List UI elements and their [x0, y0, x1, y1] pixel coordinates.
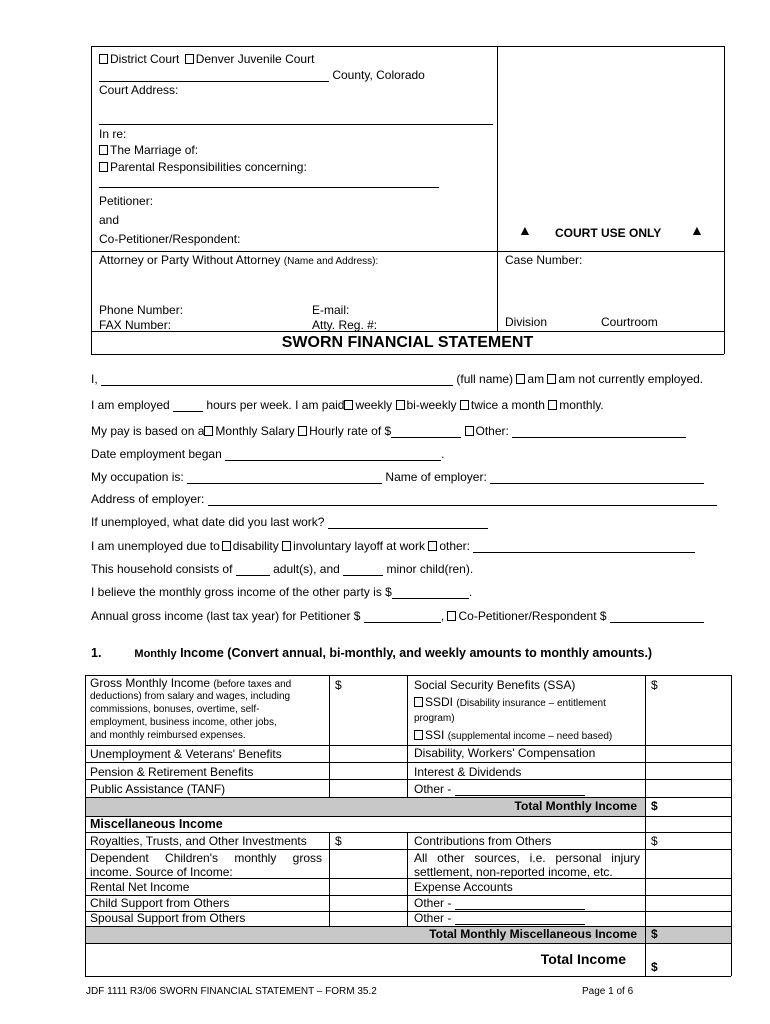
- biweekly-checkbox[interactable]: [396, 400, 405, 410]
- annual-petitioner-label: Annual gross income (last tax year) for Petitioner $: [91, 609, 361, 623]
- division-label: Division: [505, 315, 548, 329]
- am-label: am: [527, 372, 545, 386]
- ssdi-checkbox[interactable]: [414, 697, 423, 707]
- pay-based-label: My pay is based on a: [91, 424, 205, 438]
- gross-title: Gross Monthly Income: [90, 676, 211, 690]
- all-other-line-2: settlement, non-reported income, etc.: [414, 865, 613, 879]
- annual-co-petitioner-label: Co-Petitioner/Respondent $: [458, 609, 607, 623]
- unemployed-due-label: I am unemployed due to: [91, 539, 220, 553]
- other-reason-label: other:: [439, 539, 470, 553]
- form-title: SWORN FINANCIAL STATEMENT: [281, 334, 534, 351]
- annual-co-petitioner-field[interactable]: [610, 611, 704, 623]
- hourly-rate-label: Hourly rate of $: [309, 424, 392, 438]
- ssa-label: Social Security Benefits (SSA): [414, 678, 576, 692]
- court-use-only: COURT USE ONLY: [555, 226, 662, 240]
- gross-other-field[interactable]: [392, 587, 469, 599]
- co-petitioner-label: Co-Petitioner/Respondent:: [99, 232, 241, 246]
- occupation-field[interactable]: [187, 472, 382, 484]
- employer-name-label: Name of employer:: [385, 470, 487, 484]
- misc-other-field-2[interactable]: [455, 913, 585, 925]
- other-pay-checkbox[interactable]: [465, 426, 474, 436]
- employer-address-label: Address of employer:: [91, 492, 205, 506]
- layoff-checkbox[interactable]: [282, 541, 291, 551]
- other-pay-label: Other:: [475, 424, 509, 438]
- hours-field[interactable]: [173, 400, 203, 412]
- misc-right-other-2: Other -: [414, 911, 452, 925]
- other-pay-field[interactable]: [512, 426, 686, 438]
- county-field[interactable]: [99, 70, 329, 82]
- section-heading-text: Income (Convert annual, bi-monthly, and weekly amounts to monthly amounts.): [180, 646, 653, 660]
- ssdi-label: SSDI: [425, 695, 454, 709]
- disability-label: disability: [232, 539, 279, 553]
- hourly-rate-checkbox[interactable]: [298, 426, 307, 436]
- royalties-dollar: $: [335, 834, 342, 848]
- am-not-label: am not currently employed.: [558, 372, 704, 386]
- dependent-source-field[interactable]: [236, 867, 308, 879]
- court-address-label: Court Address:: [99, 83, 179, 97]
- misc-heading: Miscellaneous Income: [90, 817, 223, 831]
- gross-dollar: $: [335, 678, 342, 692]
- twice-month-checkbox[interactable]: [460, 400, 469, 410]
- gross-line-1: deductions) from salary and wages, including: [90, 691, 291, 702]
- annual-petitioner-field[interactable]: [364, 611, 441, 623]
- gross-paren: (before taxes and: [213, 679, 292, 690]
- royalties-label: Royalties, Trusts, and Other Investments: [90, 834, 307, 848]
- contributions-dollar: $: [651, 834, 658, 848]
- am-checkbox[interactable]: [516, 374, 525, 384]
- ssdi-note-2: program): [414, 713, 455, 724]
- right-row-disability: Disability, Workers' Compensation: [414, 746, 596, 760]
- left-row-tanf: Public Assistance (TANF): [90, 782, 226, 796]
- misc-other-field-1[interactable]: [455, 898, 585, 910]
- misc-left-rental: Rental Net Income: [90, 880, 190, 894]
- right-row-interest: Interest & Dividends: [414, 765, 522, 779]
- unemployed-date-field[interactable]: [328, 517, 488, 529]
- marriage-label: The Marriage of:: [110, 143, 199, 157]
- gross-line-3: employment, business income, other jobs,: [90, 717, 277, 728]
- atty-reg-label: Atty. Reg. #:: [312, 318, 378, 332]
- ssi-checkbox[interactable]: [414, 730, 423, 740]
- disability-checkbox[interactable]: [222, 541, 231, 551]
- ssa-dollar: $: [651, 678, 658, 692]
- employer-name-field[interactable]: [490, 472, 704, 484]
- misc-left-spousal-support: Spousal Support from Others: [90, 911, 246, 925]
- weekly-checkbox[interactable]: [344, 400, 353, 410]
- court-options: [99, 52, 314, 66]
- case-number-label: Case Number:: [505, 253, 583, 267]
- co-petitioner-checkbox[interactable]: [447, 611, 456, 621]
- monthly-salary-label: Monthly Salary: [215, 424, 295, 438]
- attorney-sub: (Name and Address):: [283, 256, 379, 267]
- employed-label-2: hours per week. I am paid: [206, 398, 345, 412]
- and-label: and: [99, 213, 120, 227]
- total-misc-label: Total Monthly Miscellaneous Income: [429, 927, 637, 941]
- dependent-line-2: income. Source of Income:: [90, 865, 233, 879]
- monthly-salary-checkbox[interactable]: [204, 426, 213, 436]
- date-employment-field[interactable]: [225, 449, 441, 461]
- total-monthly-dollar: $: [651, 799, 658, 813]
- gross-line-2: commissions, bonuses, overtime, self-: [90, 704, 260, 715]
- monthly-checkbox[interactable]: [548, 400, 557, 410]
- employer-address-field[interactable]: [208, 494, 717, 506]
- adults-field[interactable]: [236, 564, 270, 576]
- monthly-label: monthly.: [559, 398, 604, 412]
- footer-page-number: Page 1 of 6: [582, 986, 634, 997]
- total-monthly-income-label: Total Monthly Income: [514, 799, 637, 813]
- parties-field[interactable]: [99, 187, 439, 188]
- phone-label: Phone Number:: [99, 303, 184, 317]
- children-field[interactable]: [343, 564, 383, 576]
- biweekly-label: bi-weekly: [406, 398, 457, 412]
- district-court-checkbox[interactable]: [99, 54, 108, 64]
- email-label: E-mail:: [312, 303, 350, 317]
- district-court-label: District Court: [110, 52, 180, 66]
- attorney-label: Attorney or Party Without Attorney: [99, 253, 281, 267]
- other-income-field[interactable]: [455, 784, 585, 796]
- misc-right-expense: Expense Accounts: [414, 880, 513, 894]
- employed-label: I am employed: [91, 398, 170, 412]
- occupation-label: My occupation is:: [91, 470, 184, 484]
- misc-left-child-support: Child Support from Others: [90, 896, 230, 910]
- contributions-label: Contributions from Others: [414, 834, 552, 848]
- hourly-rate-field[interactable]: [391, 426, 461, 438]
- juvenile-court-label: Denver Juvenile Court: [195, 52, 315, 66]
- fax-label: FAX Number:: [99, 318, 172, 332]
- full-name-field[interactable]: [101, 374, 453, 386]
- total-income-label: Total Income: [540, 951, 626, 967]
- ssi-note: (supplemental income – need based): [447, 731, 613, 742]
- other-reason-checkbox[interactable]: [428, 541, 437, 551]
- up-triangle-icon: ▲: [690, 222, 704, 238]
- total-misc-dollar: $: [651, 927, 658, 941]
- parental-label: Parental Responsibilities concerning:: [110, 160, 307, 174]
- full-name-label: (full name): [456, 372, 514, 386]
- layoff-label: involuntary layoff at work: [293, 539, 425, 553]
- county-label: County, Colorado: [332, 68, 425, 82]
- total-income-dollar: $: [651, 960, 658, 974]
- section-number: 1.: [91, 646, 102, 660]
- ssi-label: SSI: [425, 728, 445, 742]
- left-row-unemployment: Unemployment & Veterans' Benefits: [90, 747, 282, 761]
- dependent-line-1: Dependent Children's monthly gross: [90, 851, 322, 865]
- court-address-field[interactable]: [99, 124, 493, 125]
- i-prefix: I,: [91, 372, 98, 386]
- am-not-checkbox[interactable]: [547, 374, 556, 384]
- household-label-2: adult(s), and: [273, 562, 340, 576]
- parental-checkbox[interactable]: [99, 162, 108, 172]
- footer-form-id: JDF 1111 R3/06 SWORN FINANCIAL STATEMENT – FORM 35.2: [86, 986, 377, 997]
- gross-other-label: I believe the monthly gross income of the other party is $: [91, 585, 392, 599]
- in-re-label: In re:: [99, 127, 127, 141]
- right-row-other: Other -: [414, 782, 452, 796]
- section-monthly: Monthly: [134, 648, 177, 660]
- juvenile-court-checkbox[interactable]: [185, 54, 194, 64]
- all-other-line-1: All other sources, i.e. personal injury: [414, 851, 640, 865]
- household-label-3: minor child(ren).: [386, 562, 474, 576]
- weekly-label: weekly: [355, 398, 393, 412]
- unemployed-date-label: If unemployed, what date did you last work?: [91, 515, 325, 529]
- gross-line-4: and monthly reimbursed expenses.: [90, 730, 246, 741]
- section-1-heading: [91, 646, 652, 660]
- courtroom-label: Courtroom: [601, 315, 658, 329]
- household-label: This household consists of: [91, 562, 233, 576]
- petitioner-label: Petitioner:: [99, 194, 154, 208]
- marriage-checkbox[interactable]: [99, 145, 108, 155]
- up-triangle-icon: ▲: [518, 222, 532, 238]
- other-reason-field[interactable]: [473, 541, 695, 553]
- misc-right-other-1: Other -: [414, 896, 452, 910]
- ssdi-note: (Disability insurance – entitlement: [456, 698, 606, 709]
- date-employment-label: Date employment began: [91, 447, 222, 461]
- twice-month-label: twice a month: [470, 398, 545, 412]
- left-row-pension: Pension & Retirement Benefits: [90, 765, 254, 779]
